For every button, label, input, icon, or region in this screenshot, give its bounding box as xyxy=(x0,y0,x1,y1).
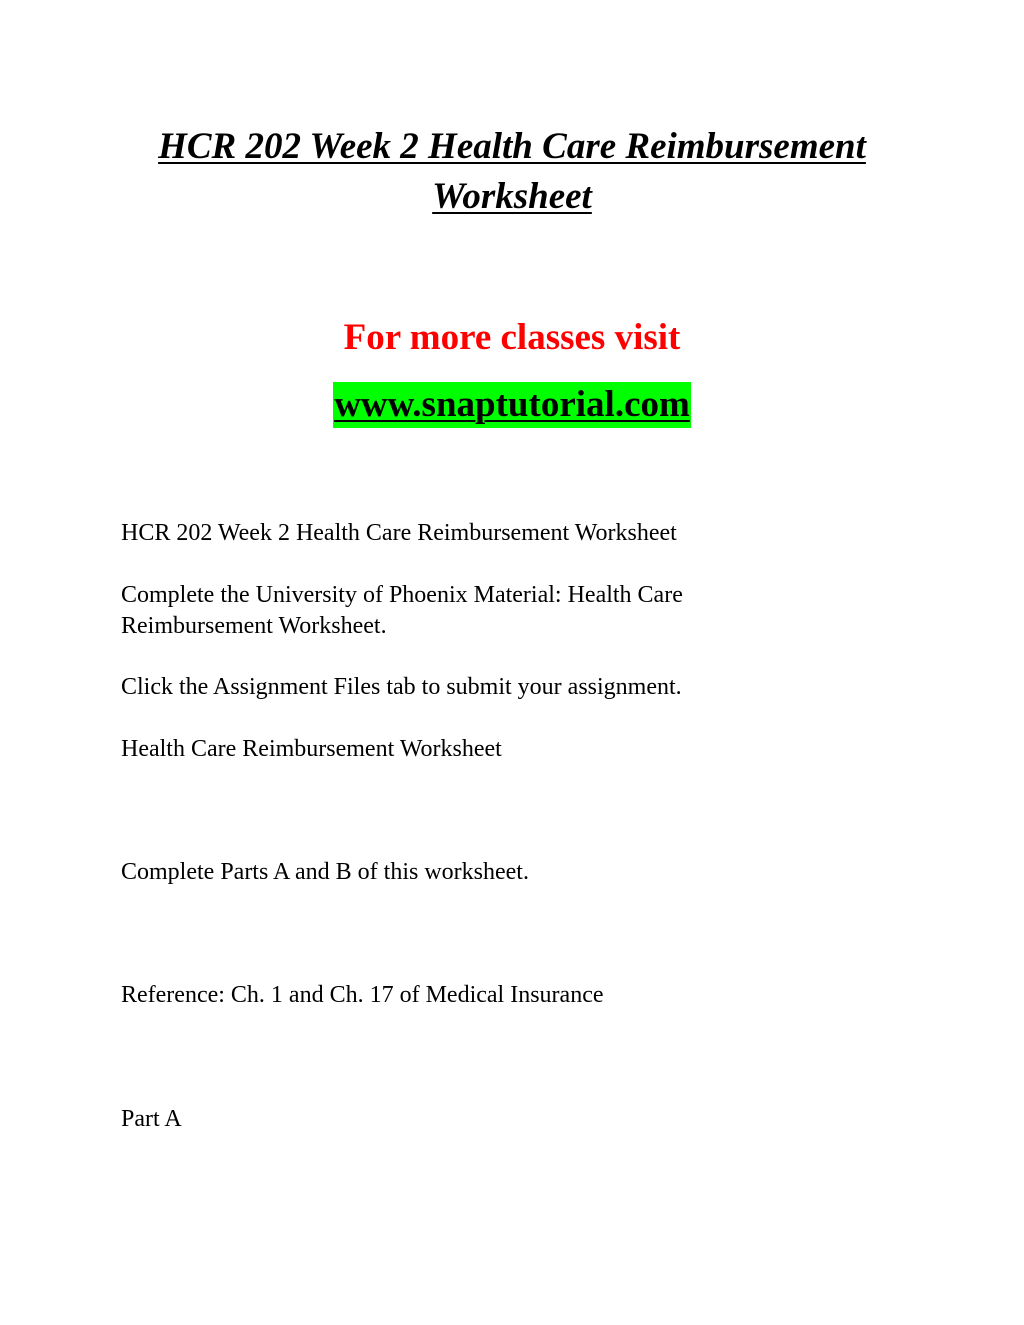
paragraph-part-a: Part A xyxy=(121,1106,182,1132)
paragraph-course-title: HCR 202 Week 2 Health Care Reimbursement Worksheet xyxy=(121,520,677,546)
promo-text: For more classes visit xyxy=(343,317,681,358)
title-line-2: Worksheet xyxy=(432,176,592,217)
paragraph-complete-material-line-1: Complete the University of Phoenix Material: Health Care xyxy=(121,582,683,608)
paragraph-worksheet-heading: Health Care Reimbursement Worksheet xyxy=(121,736,502,762)
title-line-1: HCR 202 Week 2 Health Care Reimbursement xyxy=(158,126,866,167)
document-title xyxy=(0,122,1024,222)
website-link-container xyxy=(0,382,1024,428)
paragraph-complete-parts: Complete Parts A and B of this worksheet. xyxy=(121,859,529,885)
paragraph-complete-material-line-2: Reimbursement Worksheet. xyxy=(121,613,387,639)
website-link[interactable]: www.snaptutorial.com xyxy=(333,382,691,428)
paragraph-assignment-files: Click the Assignment Files tab to submit your assignment. xyxy=(121,674,682,700)
paragraph-reference: Reference: Ch. 1 and Ch. 17 of Medical Insurance xyxy=(121,982,604,1008)
